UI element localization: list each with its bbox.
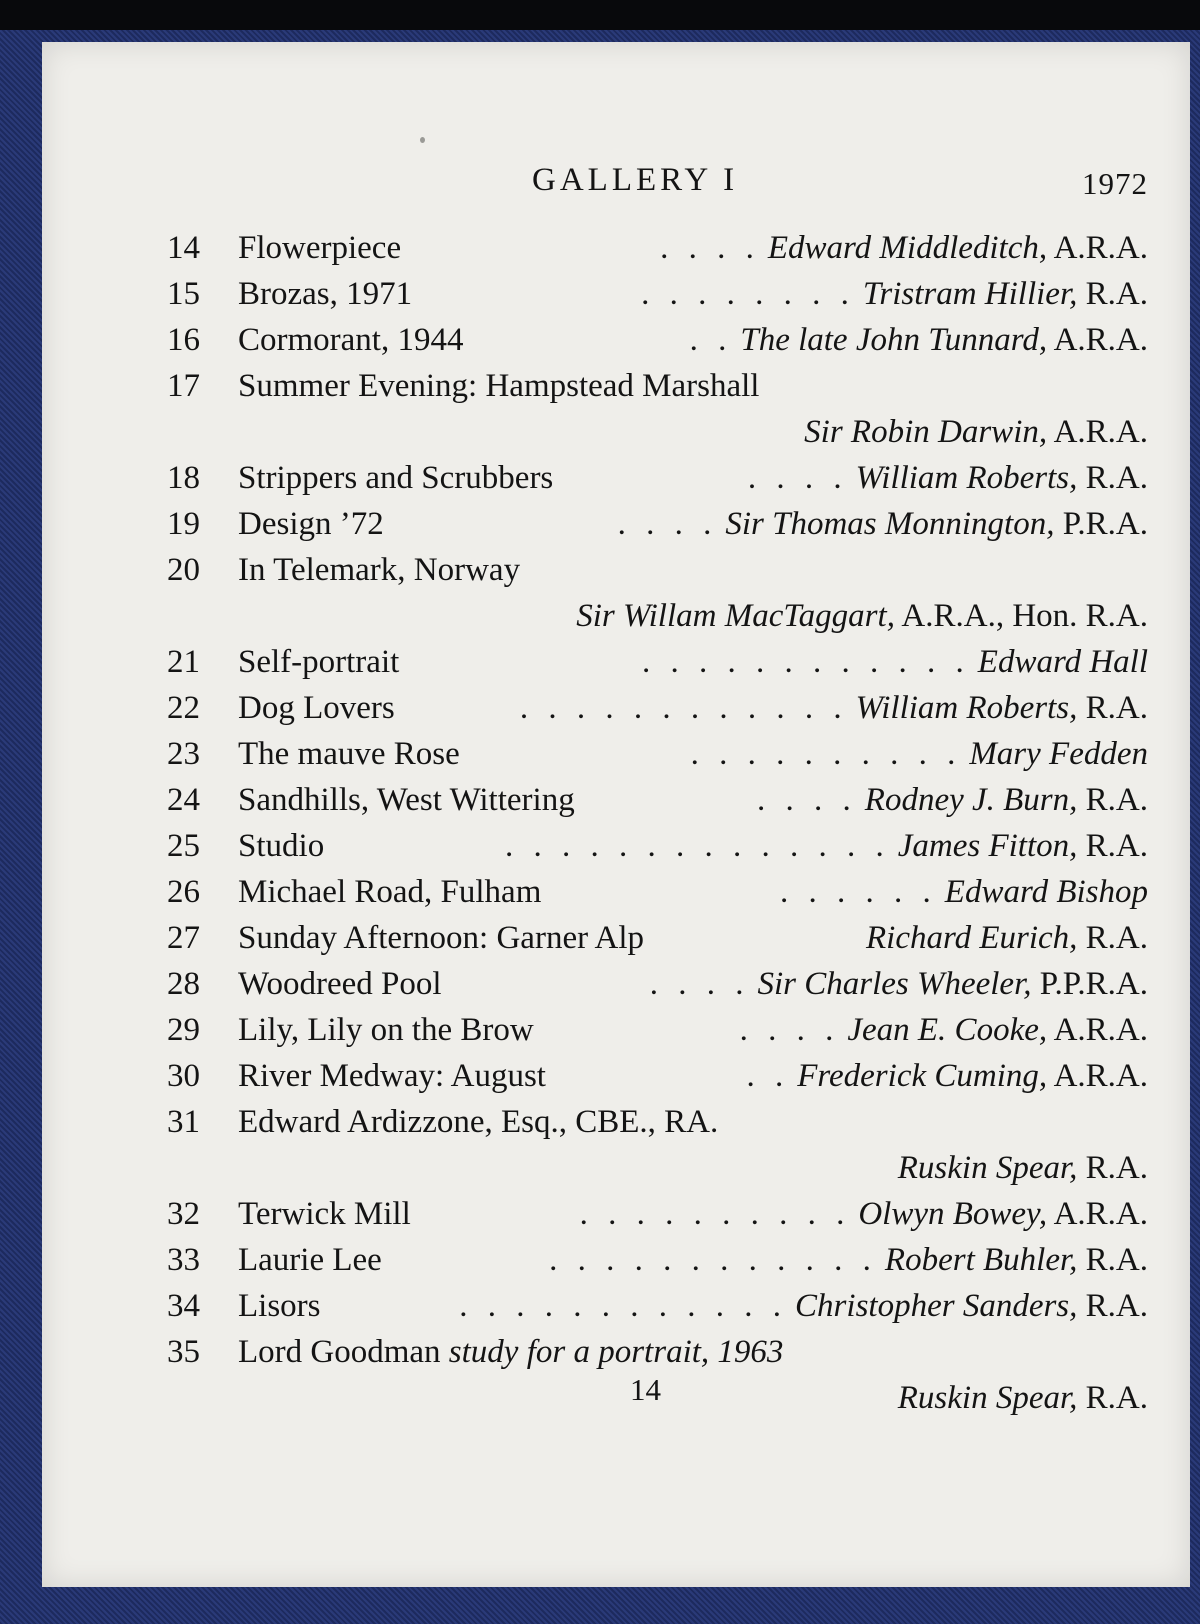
entry-title-text: Flowerpiece xyxy=(238,230,402,266)
entry-title-text: Sunday Afternoon: Garner Alp xyxy=(238,920,645,956)
entry-honours: A.R.A. xyxy=(1053,1012,1148,1048)
catalogue-entry xyxy=(42,869,1190,915)
dot-leaders: . . . . . . . . . . xyxy=(579,1196,851,1232)
dot-leaders: . . . . . . . . . . . . xyxy=(459,1288,788,1324)
entry-honours: R.A. xyxy=(1085,1288,1148,1324)
dot-leaders: . . xyxy=(746,1058,790,1094)
entry-credit xyxy=(459,1283,1148,1329)
entry-number: 32 xyxy=(167,1196,200,1232)
catalogue-entry xyxy=(42,823,1190,869)
catalogue-entry xyxy=(42,455,1190,501)
entry-credit xyxy=(580,1191,1148,1237)
entry-honours: R.A. xyxy=(1085,828,1148,864)
entry-title xyxy=(238,1191,411,1237)
entry-credit xyxy=(690,317,1148,363)
top-shadow-band xyxy=(0,0,1200,30)
entry-honours: R.A. xyxy=(1085,460,1148,496)
entry-number: 33 xyxy=(167,1242,200,1278)
entry-honours: R.A. xyxy=(1085,690,1148,726)
catalogue-entry xyxy=(42,1007,1190,1053)
paper-speck xyxy=(420,137,425,143)
entry-title-text: Brozas, 1971 xyxy=(238,276,413,312)
entry-title xyxy=(238,271,412,317)
entry-title-text: Woodreed Pool xyxy=(238,966,442,1002)
entry-number: 18 xyxy=(167,460,200,496)
entry-artist: Frederick Cuming, xyxy=(797,1058,1048,1094)
catalogue-entry xyxy=(42,1053,1190,1099)
entry-number: 15 xyxy=(167,276,200,312)
entry-row xyxy=(42,1329,1190,1375)
entry-row xyxy=(42,639,1190,685)
entry-title-text: Laurie Lee xyxy=(238,1242,382,1278)
entry-title-text: Terwick Mill xyxy=(238,1196,411,1232)
catalogue-entry xyxy=(42,915,1190,961)
entry-row xyxy=(42,1283,1190,1329)
entry-title-text: Lily, Lily on the Brow xyxy=(238,1012,534,1048)
catalogue-entry xyxy=(42,225,1190,271)
entry-title xyxy=(238,777,575,823)
entry-title-text: Michael Road, Fulham xyxy=(238,874,542,910)
entry-row xyxy=(42,685,1190,731)
entry-honours: R.A. xyxy=(1085,1150,1148,1186)
entry-artist: Edward Hall xyxy=(977,644,1148,680)
entry-honours: R.A. xyxy=(1085,1242,1148,1278)
entry-title-text: Self-portrait xyxy=(238,644,400,680)
entry-title xyxy=(238,823,324,869)
entry-row xyxy=(42,777,1190,823)
entry-title-text: Sandhills, West Wittering xyxy=(238,782,575,818)
entry-title xyxy=(238,317,463,363)
catalogue-entry xyxy=(42,961,1190,1007)
entry-title xyxy=(238,1053,546,1099)
entry-artist: Robert Buhler, xyxy=(884,1242,1078,1278)
entry-honours: A.R.A. xyxy=(1053,322,1148,358)
entry-number: 34 xyxy=(167,1288,200,1324)
entry-row-continued xyxy=(42,593,1190,639)
entry-number: 16 xyxy=(167,322,200,358)
entry-row xyxy=(42,731,1190,777)
entry-honours: R.A. xyxy=(1085,276,1148,312)
entry-credit xyxy=(520,685,1148,731)
entry-credit xyxy=(780,869,1148,915)
entry-artist: Richard Eurich, xyxy=(866,920,1078,956)
entry-credit xyxy=(898,1375,1148,1421)
entry-artist: Sir Willam MacTaggart, xyxy=(576,598,895,634)
entry-credit xyxy=(866,915,1148,961)
entry-artist: Edward Middleditch, xyxy=(767,230,1048,266)
entry-row xyxy=(42,547,1190,593)
catalogue-entry xyxy=(42,685,1190,731)
entry-credit xyxy=(691,731,1148,777)
entry-subtitle: study for a portrait, 1963 xyxy=(448,1334,784,1370)
dot-leaders: . . . . xyxy=(660,230,760,266)
entry-row xyxy=(42,363,1190,409)
entry-number: 20 xyxy=(167,552,200,588)
entry-title-text: Strippers and Scrubbers xyxy=(238,460,554,496)
entry-row xyxy=(42,1099,1190,1145)
entry-row xyxy=(42,317,1190,363)
entry-row xyxy=(42,1191,1190,1237)
entry-number: 24 xyxy=(167,782,200,818)
dot-leaders: . . . . . . . . xyxy=(641,276,855,312)
entry-row-continued xyxy=(42,1375,1190,1421)
entry-title xyxy=(238,869,541,915)
entry-row xyxy=(42,1053,1190,1099)
entry-honours: A.R.A., Hon. R.A. xyxy=(901,598,1148,634)
catalogue-page xyxy=(42,42,1190,1587)
entry-number: 22 xyxy=(167,690,200,726)
entry-list xyxy=(42,225,1190,1421)
entry-credit xyxy=(650,961,1148,1007)
entry-honours: A.R.A. xyxy=(1053,230,1148,266)
entry-credit xyxy=(746,1053,1148,1099)
catalogue-entry xyxy=(42,1099,1190,1191)
entry-title-text: Lord Goodman xyxy=(238,1334,441,1370)
dot-leaders: . . . . . . xyxy=(780,874,937,910)
entry-title xyxy=(238,455,553,501)
entry-number: 35 xyxy=(167,1334,200,1370)
catalogue-entry xyxy=(42,1237,1190,1283)
entry-title xyxy=(238,1007,534,1053)
entry-artist: Sir Robin Darwin, xyxy=(804,414,1048,450)
entry-row xyxy=(42,915,1190,961)
catalogue-entry xyxy=(42,731,1190,777)
dot-leaders: . . . . . . . . . . . . . . xyxy=(505,828,890,864)
entry-artist: Sir Thomas Monnington, xyxy=(725,506,1055,542)
entry-artist: Christopher Sanders, xyxy=(795,1288,1078,1324)
entry-artist: James Fitton, xyxy=(897,828,1078,864)
page-number: 14 xyxy=(630,1372,661,1407)
entry-credit xyxy=(505,823,1148,869)
entry-credit xyxy=(740,1007,1148,1053)
dot-leaders: . . xyxy=(689,322,733,358)
entry-row-continued xyxy=(42,409,1190,455)
dot-leaders: . . . . xyxy=(649,966,750,1002)
entry-artist: Mary Fedden xyxy=(969,736,1148,772)
entry-row xyxy=(42,823,1190,869)
catalogue-entry xyxy=(42,1283,1190,1329)
entry-credit xyxy=(748,455,1148,501)
entry-credit xyxy=(641,271,1148,317)
entry-artist: William Roberts, xyxy=(855,460,1078,496)
entry-title xyxy=(238,225,401,271)
dot-leaders: . . . . xyxy=(747,460,848,496)
entry-artist: Olwyn Bowey, xyxy=(858,1196,1048,1232)
entry-artist: The late John Tunnard, xyxy=(740,322,1048,358)
entry-artist: Sir Charles Wheeler, xyxy=(757,966,1032,1002)
entry-number: 25 xyxy=(167,828,200,864)
entry-honours: A.R.A. xyxy=(1053,1196,1148,1232)
entry-title xyxy=(238,1237,382,1283)
entry-honours: R.A. xyxy=(1085,782,1148,818)
entry-credit xyxy=(618,501,1148,547)
entry-row xyxy=(42,1007,1190,1053)
dot-leaders: . . . . . . . . . . xyxy=(690,736,962,772)
entry-title-text: Studio xyxy=(238,828,325,864)
entry-row xyxy=(42,961,1190,1007)
catalogue-entry xyxy=(42,317,1190,363)
entry-title xyxy=(238,1099,718,1145)
entry-number: 28 xyxy=(167,966,200,1002)
entry-row xyxy=(42,455,1190,501)
entry-title-text: Design ’72 xyxy=(238,506,384,542)
entry-number: 23 xyxy=(167,736,200,772)
entry-title xyxy=(238,639,399,685)
entry-artist: Ruskin Spear, xyxy=(897,1380,1078,1416)
entry-credit xyxy=(549,1237,1148,1283)
entry-title xyxy=(238,547,520,593)
entry-title-text: Dog Lovers xyxy=(238,690,395,726)
entry-title xyxy=(238,363,759,409)
entry-artist: Ruskin Spear, xyxy=(897,1150,1078,1186)
entry-credit xyxy=(804,409,1148,455)
entry-credit xyxy=(642,639,1148,685)
entry-number: 14 xyxy=(167,230,200,266)
entry-title-text: Lisors xyxy=(238,1288,321,1324)
entry-credit xyxy=(660,225,1148,271)
entry-title xyxy=(238,1329,783,1375)
entry-number: 19 xyxy=(167,506,200,542)
entry-number: 29 xyxy=(167,1012,200,1048)
entry-row-continued xyxy=(42,1145,1190,1191)
entry-title-text: Summer Evening: Hampstead Marshall xyxy=(238,368,760,404)
catalogue-entry xyxy=(42,363,1190,455)
entry-row xyxy=(42,225,1190,271)
entry-title xyxy=(238,1283,321,1329)
dot-leaders: . . . . xyxy=(757,782,857,818)
catalogue-entry xyxy=(42,777,1190,823)
entry-artist: Jean E. Cooke, xyxy=(847,1012,1048,1048)
entry-title-text: River Medway: August xyxy=(238,1058,546,1094)
catalogue-entry xyxy=(42,501,1190,547)
entry-honours: P.R.A. xyxy=(1062,506,1148,542)
entry-number: 26 xyxy=(167,874,200,910)
entry-honours: P.P.R.A. xyxy=(1039,966,1148,1002)
entry-title xyxy=(238,915,644,961)
entry-title xyxy=(238,685,395,731)
entry-number: 30 xyxy=(167,1058,200,1094)
entry-row xyxy=(42,1237,1190,1283)
entry-artist: Edward Bishop xyxy=(944,874,1148,910)
catalogue-entry xyxy=(42,271,1190,317)
entry-title-text: Cormorant, 1944 xyxy=(238,322,464,358)
entry-row xyxy=(42,869,1190,915)
dot-leaders: . . . . xyxy=(617,506,718,542)
entry-artist: William Roberts, xyxy=(855,690,1078,726)
entry-honours: R.A. xyxy=(1085,920,1148,956)
entry-number: 31 xyxy=(167,1104,200,1140)
entry-title-text: The mauve Rose xyxy=(238,736,460,772)
entry-artist: Tristram Hillier, xyxy=(862,276,1078,312)
entry-artist: Rodney J. Burn, xyxy=(864,782,1078,818)
dot-leaders: . . . . . . . . . . . . xyxy=(519,690,848,726)
catalogue-entry xyxy=(42,547,1190,639)
dot-leaders: . . . . xyxy=(739,1012,840,1048)
entry-row xyxy=(42,271,1190,317)
entry-honours: R.A. xyxy=(1085,1380,1148,1416)
page-title: GALLERY I xyxy=(532,162,739,198)
entry-number: 21 xyxy=(167,644,200,680)
entry-number: 27 xyxy=(167,920,200,956)
entry-credit xyxy=(898,1145,1148,1191)
catalogue-entry xyxy=(42,1191,1190,1237)
entry-title-text: Edward Ardizzone, Esq., CBE., RA. xyxy=(238,1104,719,1140)
entry-number: 17 xyxy=(167,368,200,404)
page-year: 1972 xyxy=(1082,166,1148,201)
catalogue-entry xyxy=(42,1329,1190,1421)
entry-honours: A.R.A. xyxy=(1053,414,1148,450)
entry-honours: A.R.A. xyxy=(1053,1058,1148,1094)
entry-title xyxy=(238,961,442,1007)
entry-credit xyxy=(576,593,1148,639)
dot-leaders: . . . . . . . . . . . . xyxy=(642,644,970,680)
entry-title xyxy=(238,501,384,547)
entry-title-text: In Telemark, Norway xyxy=(238,552,521,588)
dot-leaders: . . . . . . . . . . . . xyxy=(549,1242,877,1278)
entry-row xyxy=(42,501,1190,547)
entry-credit xyxy=(757,777,1148,823)
entry-title xyxy=(238,731,460,777)
catalogue-entry xyxy=(42,639,1190,685)
